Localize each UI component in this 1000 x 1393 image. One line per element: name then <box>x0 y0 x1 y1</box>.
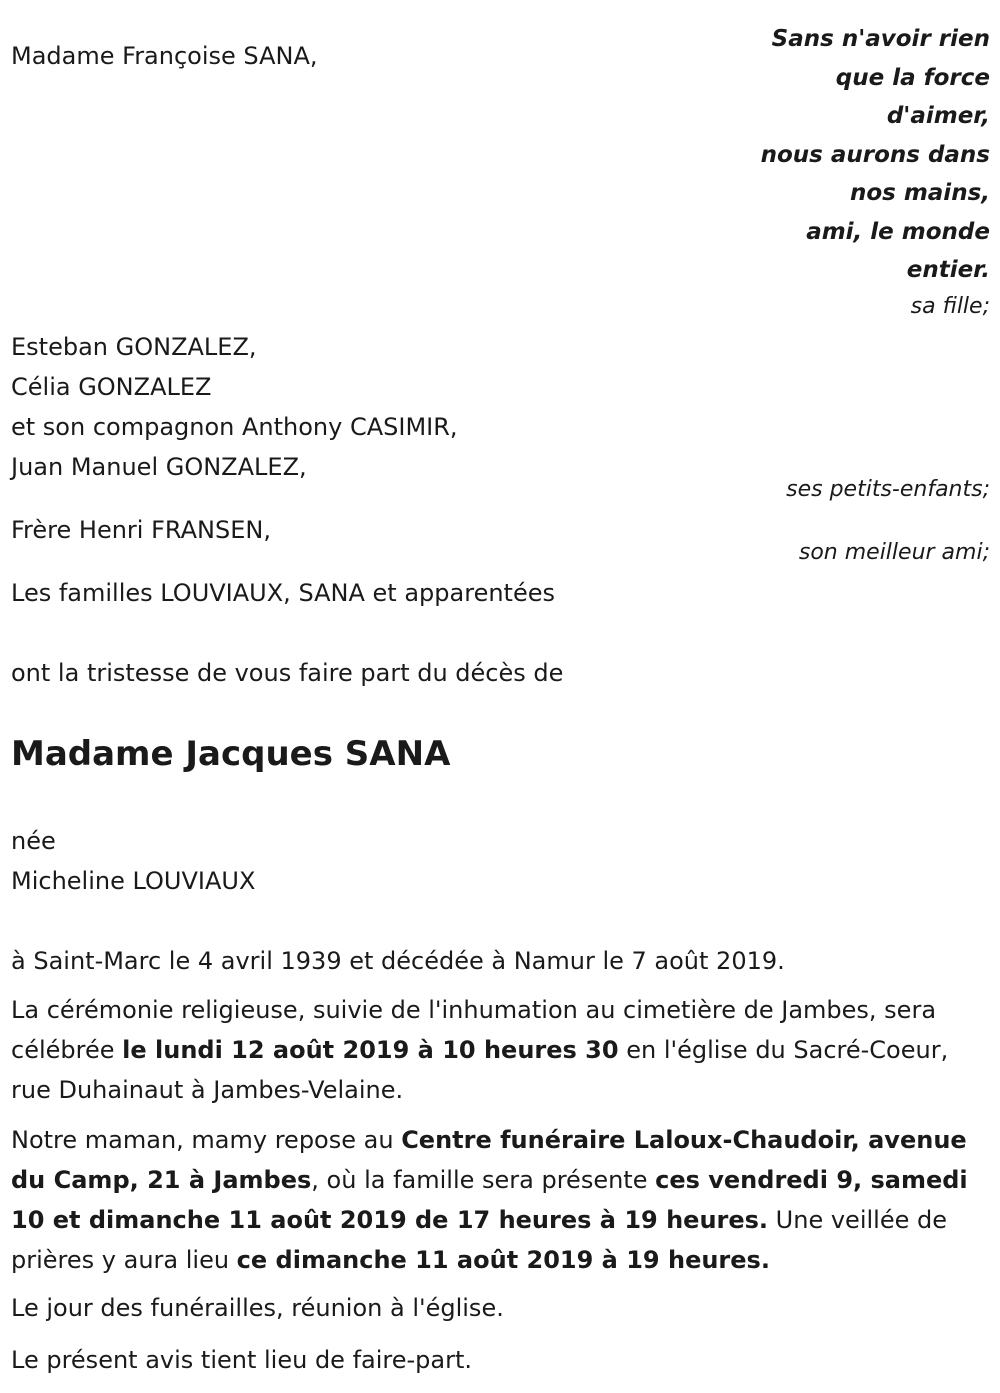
poem-line: nous aurons dans <box>760 141 990 168</box>
poem-line: nos mains, <box>849 180 990 206</box>
birth-death-line: à Saint-Marc le 4 avril 1939 et décédée à Namur le 7 août 2019. <box>11 947 785 975</box>
relation-friend: son meilleur ami; <box>798 540 990 565</box>
grandchild-name: et son compagnon Anthony CASIMIR, <box>11 413 458 441</box>
funeral-day-line: Le jour des funérailles, réunion à l'église. <box>11 1294 504 1322</box>
poem-line: entier. <box>906 257 990 283</box>
notice-line: Le présent avis tient lieu de faire-part. <box>11 1346 473 1374</box>
deceased-name: Madame Jacques SANA <box>11 734 451 774</box>
born-label: née <box>11 827 56 855</box>
relation-daughter: sa fille; <box>910 294 990 319</box>
families-line: Les familles LOUVIAUX, SANA et apparentées <box>11 579 555 607</box>
announcement-line: ont la tristesse de vous faire part du décès de <box>11 659 564 687</box>
ceremony-location: en l'église du Sacré-Coeur, rue Duhainaut à Jambes-Velaine. <box>11 1036 949 1104</box>
rest-text-2: , où la famille sera présente <box>311 1166 656 1194</box>
vigil-time: ce dimanche 11 août 2019 à 19 heures. <box>236 1246 770 1274</box>
rest-text: Notre maman, mamy repose au <box>11 1126 402 1154</box>
ceremony-paragraph <box>11 990 976 1110</box>
poem-line: que la force <box>835 64 990 91</box>
rest-text-3: Une veillée de prières y aura lieu <box>11 1206 947 1274</box>
maiden-name: Micheline LOUVIAUX <box>11 867 256 895</box>
ceremony-date: le lundi 12 août 2019 à 10 heures 30 <box>122 1036 619 1064</box>
relation-grandchildren: ses petits-enfants; <box>786 477 990 502</box>
grandchild-name: Juan Manuel GONZALEZ, <box>11 453 307 481</box>
ceremony-text: La cérémonie religieuse, suivie de l'inhumation au cimetière de Jambes, sera célébrée <box>11 996 937 1064</box>
poem-line: ami, le monde <box>806 218 990 245</box>
friend-name: Frère Henri FRANSEN, <box>11 516 271 544</box>
poem-line: Sans n'avoir rien <box>771 26 990 52</box>
poem-line: d'aimer, <box>886 103 990 129</box>
poem <box>761 20 990 290</box>
grandchild-name: Célia GONZALEZ <box>11 373 212 401</box>
funeral-home: Centre funéraire Laloux-Chaudoir, avenue du Camp, 21 à Jambes <box>11 1126 967 1194</box>
recipient-name: Madame Françoise SANA, <box>11 42 318 70</box>
rest-paragraph <box>11 1120 976 1280</box>
grandchildren-list <box>11 327 458 487</box>
grandchild-name: Esteban GONZALEZ, <box>11 333 257 361</box>
visit-times: ces vendredi 9, samedi 10 et dimanche 11 août 2019 de 17 heures à 19 heures. <box>11 1166 968 1234</box>
